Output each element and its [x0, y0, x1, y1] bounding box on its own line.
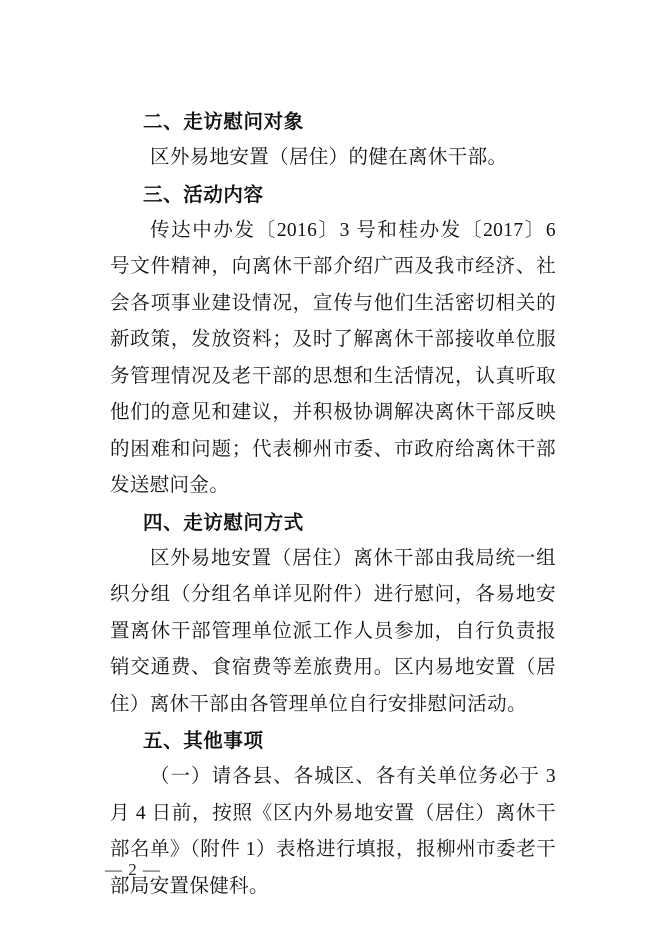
section-heading-2: 二、走访慰问对象: [143, 110, 304, 133]
page-number: — 2 —: [105, 860, 161, 879]
document-body: [110, 104, 556, 905]
section-2-paragraph-1: 区外易地安置（居住）的健在离休干部。: [150, 147, 508, 168]
section-heading-5: 五、其他事项: [143, 729, 264, 752]
section-3-paragraph-1: 传达中办发〔2016〕3 号和桂办发〔2017〕6 号文件精神，向离休干部介绍广西及我市经济、社会各项事业建设情况，宣传与他们生活密切相关的新政策，发放资料；及时了解离休干部接收单位服务管理情况及老干部的思想和生活情况，认真听取他们的意见和建议，并积极协调解决离休干部反映的困难和问题；代表柳州市委、市政府给离休干部发送慰问金。: [110, 219, 556, 496]
section-heading-3: 三、活动内容: [143, 182, 264, 206]
section-heading-4: 四、走访慰问方式: [143, 510, 304, 534]
section-4-paragraph-1: 区外易地安置（居住）离休干部由我局统一组织分组（分组名单详见附件）进行慰问，各易地安置离休干部管理单位派工作人员参加，自行负责报销交通费、食宿费等差旅费用。区内易地安置（居住）离休干部由各管理单位自行安排慰问活动。: [110, 547, 556, 715]
section-5-paragraph-1: （一）请各县、各城区、各有关单位务必于 3 月 4 日前，按照《区内外易地安置（居住）离休干部名单》（附件 1）表格进行填报，报柳州市委老干部局安置保健科。: [110, 766, 556, 897]
